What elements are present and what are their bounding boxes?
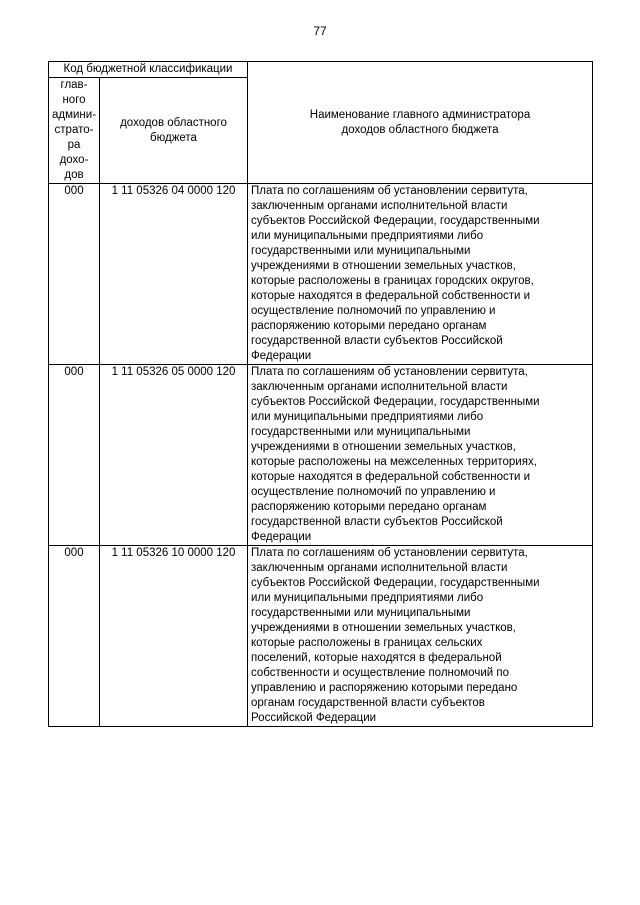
name-line: государственными или муниципальными <box>251 607 471 619</box>
name-line: субъектов Российской Федерации, государственными <box>251 215 540 227</box>
table-row <box>49 184 593 365</box>
admin-code-cell: 000 <box>49 184 100 365</box>
name-line: Федерации <box>251 350 312 362</box>
name-line: Плата по соглашениям об установлении сервитута, <box>251 185 528 197</box>
revenue-name-cell <box>248 546 593 727</box>
name-line: заключенным органами исполнительной власти <box>251 381 508 393</box>
name-line: или муниципальными предприятиями либо <box>251 411 484 423</box>
header-admin-line: админи- <box>52 109 97 121</box>
name-line: или муниципальными предприятиями либо <box>251 230 484 242</box>
name-line: или муниципальными предприятиями либо <box>251 592 484 604</box>
name-line: государственной власти субъектов Российской <box>251 335 503 347</box>
header-code-line: доходов областного <box>120 116 227 129</box>
name-line: Плата по соглашениям об установлении сервитута, <box>251 366 528 378</box>
name-line: заключенным органами исполнительной власти <box>251 200 508 212</box>
name-line: распоряжению которыми передано органам <box>251 501 487 513</box>
header-revenue-code <box>100 78 248 184</box>
budget-classification-table <box>48 61 593 727</box>
header-admin-line: ра дохо- <box>59 139 89 166</box>
revenue-name-cell <box>248 184 593 365</box>
name-line: собственности и осуществление полномочий по <box>251 667 509 679</box>
name-line: государственными или муниципальными <box>251 245 471 257</box>
header-name-line: доходов областного бюджета <box>341 123 499 136</box>
name-line: Федерации <box>251 531 312 543</box>
header-admin-line: глав- <box>60 79 88 91</box>
header-name-line: Наименование главного администратора <box>309 108 531 121</box>
table-row <box>49 546 593 727</box>
header-budget-classification-code: Код бюджетной классификации <box>49 62 248 78</box>
admin-code-cell: 000 <box>49 365 100 546</box>
name-line: распоряжению которыми передано органам <box>251 320 487 332</box>
revenue-name-cell <box>248 365 593 546</box>
header-admin-line: страто- <box>54 124 94 136</box>
name-line: которые расположены на межселенных территориях, <box>251 456 537 468</box>
header-code-line: бюджета <box>150 131 197 144</box>
name-line: органам государственной власти субъектов <box>251 697 485 709</box>
table-row <box>49 365 593 546</box>
name-line: осуществление полномочий по управлению и <box>251 305 496 317</box>
name-line: субъектов Российской Федерации, государственными <box>251 396 540 408</box>
page-number: 77 <box>313 24 327 38</box>
name-line: которые находятся в федеральной собственности и <box>251 471 531 483</box>
header-chief-administrator <box>49 78 100 184</box>
name-line: управлению и распоряжению которыми передано <box>251 682 518 694</box>
revenue-code-cell: 1 11 05326 04 0000 120 <box>100 184 248 365</box>
name-line: Плата по соглашениям об установлении сервитута, <box>251 547 528 559</box>
admin-code-cell: 000 <box>49 546 100 727</box>
name-line: государственной власти субъектов Российской <box>251 516 503 528</box>
header-admin-line: ного <box>62 94 86 106</box>
name-line: поселений, которые находятся в федеральной <box>251 652 502 664</box>
name-line: осуществление полномочий по управлению и <box>251 486 496 498</box>
name-line: Российской Федерации <box>251 712 377 724</box>
name-line: учреждениями в отношении земельных участков, <box>251 622 516 634</box>
revenue-code-cell: 1 11 05326 10 0000 120 <box>100 546 248 727</box>
name-line: учреждениями в отношении земельных участков, <box>251 441 516 453</box>
name-line: которые расположены в границах городских округов, <box>251 275 534 287</box>
name-line: заключенным органами исполнительной власти <box>251 562 508 574</box>
name-line: которые находятся в федеральной собственности и <box>251 290 531 302</box>
name-line: учреждениями в отношении земельных участков, <box>251 260 516 272</box>
name-line: субъектов Российской Федерации, государственными <box>251 577 540 589</box>
name-line: государственными или муниципальными <box>251 426 471 438</box>
header-admin-line: дов <box>64 169 84 181</box>
header-administrator-name <box>248 62 593 184</box>
name-line: которые расположены в границах сельских <box>251 637 483 649</box>
revenue-code-cell: 1 11 05326 05 0000 120 <box>100 365 248 546</box>
